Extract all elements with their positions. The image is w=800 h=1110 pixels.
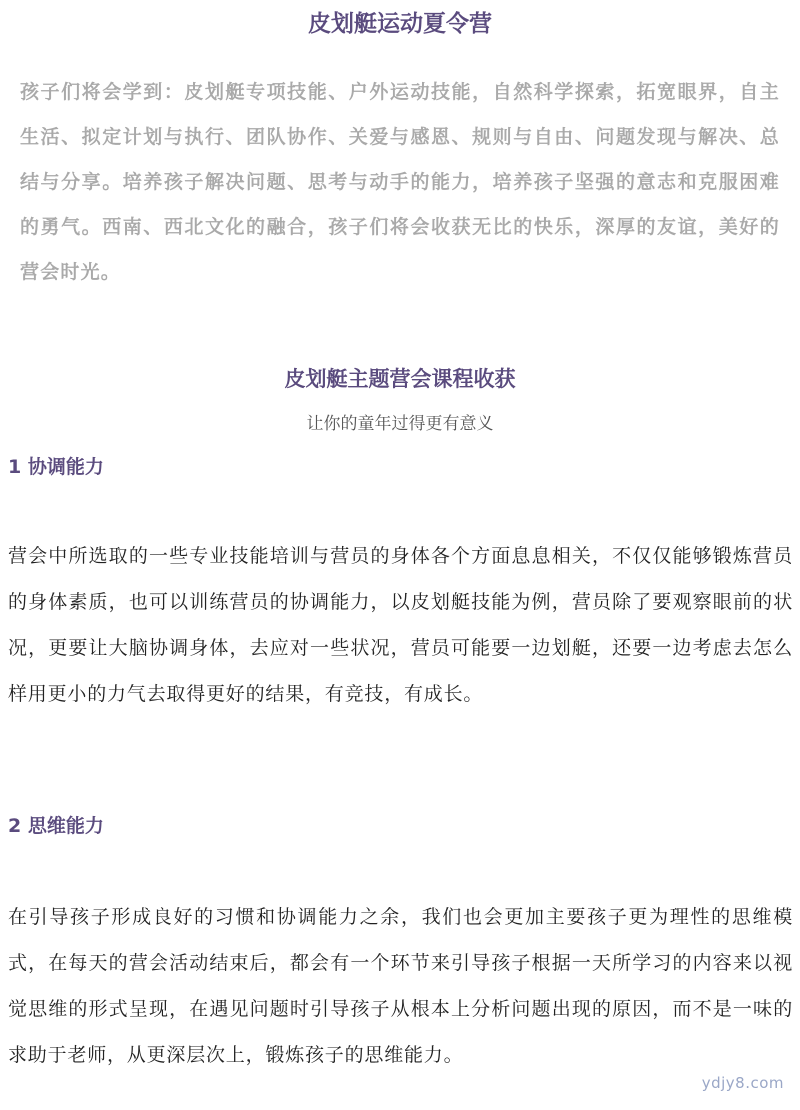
section-subtitle: 让你的童年过得更有意义 — [306, 414, 494, 434]
item-body-coordination: 营会中所选取的一些专业技能培训与营员的身体各个方面息息相关，不仅仅能够锻炼营员的身体素质，也可以训练营员的协调能力，以皮划艇技能为例，营员除了要观察眼前的状况，更要让大脑协调身体，去应对一些状况，营员可能要一边划艇，还要一边考虑去怎么样用更小的力气去取得更好的结果，有竞技，有成长。 — [8, 545, 793, 705]
item-body-thinking: 在引导孩子形成良好的习惯和协调能力之余，我们也会更加主要孩子更为理性的思维模式，在每天的营会活动结束后，都会有一个环节来引导孩子根据一天所学习的内容来以视觉思维的形式呈现，在遇见问题时引导孩子从根本上分析问题出现的原因，而不是一味的求助于老师，从更深层次上，锻炼孩子的思维能力。 — [8, 906, 793, 1066]
watermark: ydjy8.com — [701, 1074, 784, 1092]
page-title: 皮划艇运动夏令营 — [308, 11, 492, 37]
section-title: 皮划艇主题营会课程收获 — [284, 367, 516, 391]
intro-paragraph: 孩子们将会学到：皮划艇专项技能、户外运动技能，自然科学探索，拓宽眼界，自主生活、拟定计划与执行、团队协作、关爱与感恩、规则与自由、问题发现与解决、总结与分享。培养孩子解决问题、思考与动手的能力，培养孩子坚强的意志和克服困难的勇气。西南、西北文化的融合，孩子们将会收获无比的快乐，深厚的友谊，美好的营会时光。 — [20, 81, 780, 283]
item-heading-coordination: 1 协调能力 — [8, 456, 104, 478]
item-heading-thinking: 2 思维能力 — [8, 815, 104, 837]
